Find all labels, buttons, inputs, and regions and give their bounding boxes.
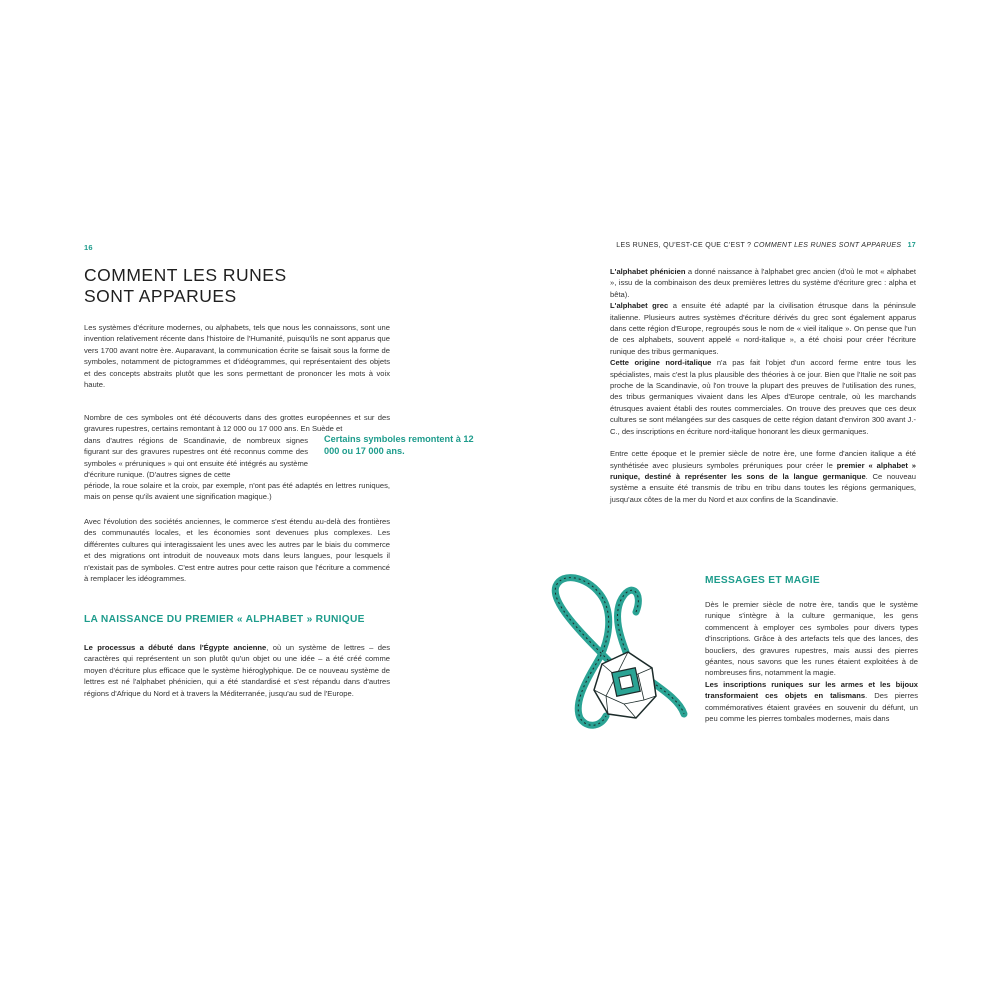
paragraph-3: Avec l'évolution des sociétés anciennes, le commerce s'est étendu au-delà des frontières des communautés locales, et les économies sont devenues plus complexes. Les différentes cultures qui interagissaient les unes avec les autres par le biais du commerce et des migrations ont introduit de nouveaux mots dans leurs langues, pour lesquels il n'existait pas de symboles. C'est entre autres pour cette raison que l'écriture a commencé à remplacer les idéogrammes. bbox=[84, 517, 390, 584]
page-title bbox=[84, 265, 364, 307]
running-head-plain: LES RUNES, QU'EST-CE QUE C'EST ? bbox=[616, 242, 752, 249]
paragraph-phenician: L'alphabet phénicien a donné naissance à l'alphabet grec ancien (d'où le mot « alphabet », issu de la combinaison des deux premières lettres du système d'écriture grec : alpha et bêta). bbox=[610, 267, 916, 299]
page-number-left: 16 bbox=[84, 243, 93, 252]
rune-pendant-necklace-icon bbox=[540, 572, 692, 732]
paragraph-greek: L'alphabet grec a ensuite été adapté par la civilisation étrusque dans la péninsule italienne. Plusieurs autres systèmes d'écriture dérivés du grec sont également apparus dans cette région d'Europe, regroupés sous le nom de « vieil italique ». On pense que l'un de ces alphabets, souvent appelé « nord-italique », a été choisi pour créer l'écriture runique des tribus germaniques. bbox=[610, 301, 916, 356]
intro-paragraph: Les systèmes d'écriture modernes, ou alphabets, tels que nous les connaissons, sont une invention relativement récente dans l'histoire de l'Humanité, puisqu'ils ne sont apparus que vers 1700 avant notre ère. Auparavant, la communication écrite se faisait sous la forme de symboles, notamment de pictogrammes et d'idéogrammes, qui représentaient des objets et des concepts abstraits plutôt que les sons permettant de prononcer les mots à voix haute. bbox=[84, 323, 390, 390]
title-line1: COMMENT LES RUNES bbox=[84, 265, 287, 285]
pull-quote: Certains symboles remontent à 12 000 ou 17 000 ans. bbox=[324, 434, 474, 456]
title-line2: SONT APPARUES bbox=[84, 286, 237, 306]
subheading-magic: MESSAGES ET MAGIE bbox=[705, 575, 820, 586]
paragraph-talismans: Les inscriptions runiques sur les armes et les bijoux transformaient ces objets en talismans. Des pierres commémoratives étaient gravées en souvenir du défunt, un peu comme les pierres tombales modernes, mais dans bbox=[705, 679, 918, 724]
paragraph-north-italic: Cette origine nord-italique n'a pas fait l'objet d'un accord ferme entre tous les spécialistes, mais c'est la plus plausible des théories à ce jour. Bien que l'Italie ne soit pas proche de la Scandinavie, où l'on trouve la plupart des preuves de l'utilisation des runes, des tribus germaniques vivaient dans les Alpes d'Europe centrale, où les marchands étrusques avaient établi des routes commerciales. On trouve des preuves que ces deux cultures se sont mélangées sur des casques de cette région datant d'environ 300 avant J.-C., des inscriptions en écriture nord-italique honorant les dieux germaniques. bbox=[610, 358, 916, 436]
subheading-alphabet: LA NAISSANCE DU PREMIER « ALPHABET » RUNIQUE bbox=[84, 614, 365, 625]
running-head bbox=[616, 242, 916, 249]
right-column-top bbox=[610, 266, 916, 505]
paragraph-messages: Dès le premier siècle de notre ère, tandis que le système runique s'intègre à la culture germanique, les gens commencent à employer ces symboles pour divers types d'inscriptions. Grâce à des artefacts tels que des lances, des boucliers, des gravures rupestres, mais aussi des pierres géantes, nous savons que les runes étaient exploitées à de nombreuses fins, notamment la magie. bbox=[705, 600, 918, 678]
right-column-bottom bbox=[705, 599, 918, 724]
page-number-right: 17 bbox=[907, 242, 916, 249]
paragraph-2-narrow: dans d'autres régions de Scandinavie, de nombreux signes figurant sur des gravures rupestres ont été reconnus comme des symboles « préruniques » qui ont ensuite été intégrés au système d'écriture runique. (D'autres signes de cette bbox=[84, 436, 308, 480]
paragraph-4: Le processus a débuté dans l'Égypte ancienne, où un système de lettres – des caractères qui représentent un son plutôt qu'un objet ou une idée – a été créé comme moyen d'écriture plus efficace que le système hiéroglyphique. De ce nouveau système de lettres est né l'alphabet phénicien, qui a été standardisé et s'est répandu dans d'autres régions d'Afrique du Nord et à travers la Méditerranée, jusqu'au sud de l'Europe. bbox=[84, 643, 390, 698]
paragraph-2-rest: période, la roue solaire et la croix, par exemple, n'ont pas été adaptés en lettres runiques, mais on pense qu'ils avaient une signification magique.) bbox=[84, 481, 390, 502]
paragraph-2-full: Nombre de ces symboles ont été découverts dans des grottes européennes et sur des gravures rupestres, certains remontant à 12 000 ou 17 000 ans. En Suède et bbox=[84, 413, 390, 434]
running-head-italic: COMMENT LES RUNES SONT APPARUES bbox=[753, 242, 902, 249]
paragraph-synthesis: Entre cette époque et le premier siècle de notre ère, une forme d'ancien italique a été synthétisée avec plusieurs symboles préruniques pour créer le premier « alphabet » runique, destiné à représenter les sons de la langue germanique. Ce nouveau système a ensuite été transmis de tribu en tribu dans toutes les régions germaniques, jusqu'aux côtes de la mer du Nord et aux confins de la Scandinavie. bbox=[610, 449, 916, 504]
